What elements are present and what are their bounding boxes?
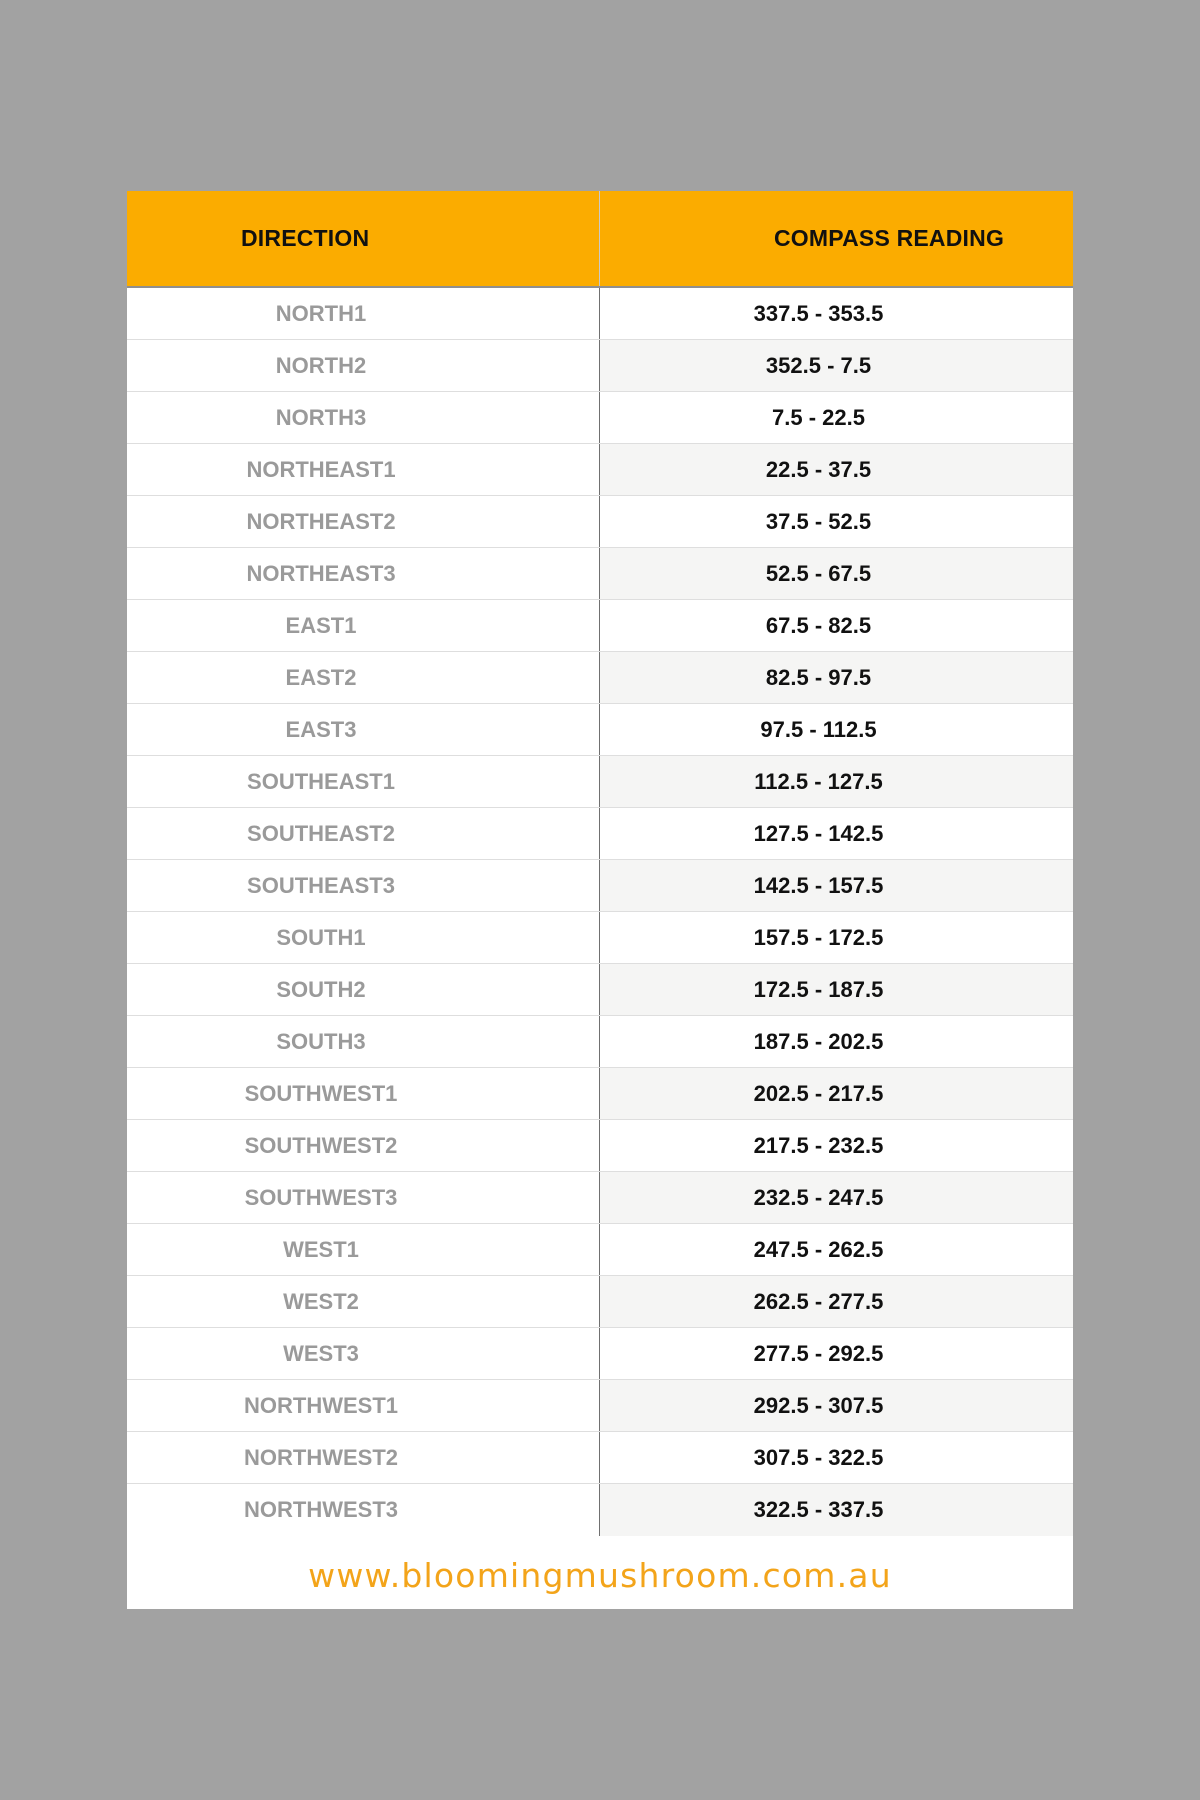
row-spacer bbox=[515, 1328, 599, 1379]
table-row bbox=[127, 860, 1073, 912]
table-row bbox=[127, 1380, 1073, 1432]
row-spacer bbox=[515, 912, 599, 963]
compass-reading-cell: 7.5 - 22.5 bbox=[599, 392, 1073, 443]
row-spacer bbox=[515, 964, 599, 1015]
table-row bbox=[127, 1068, 1073, 1120]
direction-cell: NORTHWEST2 bbox=[244, 1444, 398, 1470]
row-spacer bbox=[515, 756, 599, 807]
direction-cell: EAST3 bbox=[285, 716, 357, 742]
row-spacer bbox=[515, 808, 599, 859]
table-row bbox=[127, 1432, 1073, 1484]
row-spacer bbox=[515, 1224, 599, 1275]
direction-cell: WEST2 bbox=[283, 1288, 359, 1314]
direction-cell: NORTHWEST3 bbox=[244, 1497, 398, 1522]
row-spacer bbox=[515, 1484, 599, 1536]
direction-column-header: DIRECTION bbox=[241, 225, 370, 251]
table-row bbox=[127, 652, 1073, 704]
direction-cell: SOUTH3 bbox=[276, 1028, 366, 1054]
row-spacer bbox=[515, 548, 599, 599]
compass-reading-cell: 187.5 - 202.5 bbox=[599, 1016, 1073, 1067]
table-row bbox=[127, 1276, 1073, 1328]
row-spacer bbox=[515, 496, 599, 547]
direction-cell: EAST2 bbox=[285, 664, 357, 690]
row-spacer bbox=[515, 1120, 599, 1171]
compass-reading-cell: 52.5 - 67.5 bbox=[599, 548, 1073, 599]
compass-reading-cell: 337.5 - 353.5 bbox=[599, 288, 1073, 339]
row-spacer bbox=[515, 1068, 599, 1119]
direction-cell: EAST1 bbox=[285, 612, 357, 638]
compass-reading-cell: 67.5 - 82.5 bbox=[599, 600, 1073, 651]
direction-cell: SOUTHEAST3 bbox=[247, 872, 395, 898]
compass-reading-cell: 262.5 - 277.5 bbox=[599, 1276, 1073, 1327]
direction-cell: SOUTHWEST1 bbox=[244, 1080, 398, 1106]
compass-reading-cell: 307.5 - 322.5 bbox=[599, 1432, 1073, 1483]
compass-reading-cell: 37.5 - 52.5 bbox=[599, 496, 1073, 547]
table-row bbox=[127, 1016, 1073, 1068]
table-row bbox=[127, 1328, 1073, 1380]
compass-reading-cell: 232.5 - 247.5 bbox=[599, 1172, 1073, 1223]
compass-reading-cell: 202.5 - 217.5 bbox=[599, 1068, 1073, 1119]
row-spacer bbox=[515, 1172, 599, 1223]
table-row bbox=[127, 600, 1073, 652]
compass-reading-cell: 82.5 - 97.5 bbox=[599, 652, 1073, 703]
compass-reading-cell: 247.5 - 262.5 bbox=[599, 1224, 1073, 1275]
direction-cell: WEST3 bbox=[283, 1340, 359, 1366]
direction-cell: WEST1 bbox=[283, 1236, 359, 1262]
table-row bbox=[127, 704, 1073, 756]
compass-reading-cell: 142.5 - 157.5 bbox=[599, 860, 1073, 911]
compass-reading-cell: 112.5 - 127.5 bbox=[599, 756, 1073, 807]
direction-cell: SOUTH1 bbox=[276, 924, 366, 950]
row-spacer bbox=[515, 860, 599, 911]
row-spacer bbox=[515, 288, 599, 339]
compass-reading-cell: 292.5 - 307.5 bbox=[599, 1380, 1073, 1431]
table-body bbox=[127, 286, 1073, 1536]
table-row bbox=[127, 548, 1073, 600]
compass-reading-column-header: COMPASS READING bbox=[599, 191, 1073, 286]
direction-cell: SOUTH2 bbox=[276, 976, 366, 1002]
direction-cell: SOUTHWEST2 bbox=[244, 1132, 398, 1158]
compass-reading-cell: 172.5 - 187.5 bbox=[599, 964, 1073, 1015]
direction-cell: NORTHWEST1 bbox=[244, 1392, 398, 1418]
row-spacer bbox=[515, 600, 599, 651]
table-row bbox=[127, 288, 1073, 340]
compass-reading-cell: 22.5 - 37.5 bbox=[599, 444, 1073, 495]
table-row bbox=[127, 1484, 1073, 1536]
table-row bbox=[127, 340, 1073, 392]
direction-cell: SOUTHEAST1 bbox=[247, 768, 395, 794]
compass-reading-cell: 322.5 - 337.5 bbox=[599, 1484, 1073, 1536]
compass-reading-cell: 157.5 - 172.5 bbox=[599, 912, 1073, 963]
table-row bbox=[127, 444, 1073, 496]
website-footer: www.bloomingmushroom.com.au bbox=[308, 1555, 892, 1595]
direction-cell: NORTHEAST3 bbox=[246, 560, 396, 586]
compass-reading-cell: 97.5 - 112.5 bbox=[599, 704, 1073, 755]
direction-cell: NORTHEAST2 bbox=[246, 508, 396, 534]
direction-cell: NORTH2 bbox=[275, 352, 367, 378]
table-header bbox=[127, 191, 1073, 286]
row-spacer bbox=[515, 704, 599, 755]
table-row bbox=[127, 392, 1073, 444]
table-row bbox=[127, 1120, 1073, 1172]
table-row bbox=[127, 964, 1073, 1016]
row-spacer bbox=[515, 652, 599, 703]
row-spacer bbox=[515, 1380, 599, 1431]
row-spacer bbox=[515, 340, 599, 391]
row-spacer bbox=[515, 1432, 599, 1483]
direction-cell: NORTH3 bbox=[275, 404, 367, 430]
row-spacer bbox=[515, 444, 599, 495]
table-row bbox=[127, 912, 1073, 964]
direction-cell: NORTHEAST1 bbox=[246, 456, 396, 482]
compass-table-card bbox=[127, 191, 1073, 1609]
compass-reading-cell: 217.5 - 232.5 bbox=[599, 1120, 1073, 1171]
direction-cell: SOUTHWEST3 bbox=[244, 1184, 398, 1210]
table-row bbox=[127, 756, 1073, 808]
table-row bbox=[127, 1224, 1073, 1276]
row-spacer bbox=[515, 1016, 599, 1067]
row-spacer bbox=[515, 1276, 599, 1327]
direction-cell: SOUTHEAST2 bbox=[247, 820, 395, 846]
compass-reading-cell: 127.5 - 142.5 bbox=[599, 808, 1073, 859]
row-spacer bbox=[515, 392, 599, 443]
compass-reading-cell: 352.5 - 7.5 bbox=[599, 340, 1073, 391]
table-row bbox=[127, 1172, 1073, 1224]
compass-reading-cell: 277.5 - 292.5 bbox=[599, 1328, 1073, 1379]
direction-cell: NORTH1 bbox=[275, 300, 367, 326]
table-row bbox=[127, 808, 1073, 860]
table-row bbox=[127, 496, 1073, 548]
